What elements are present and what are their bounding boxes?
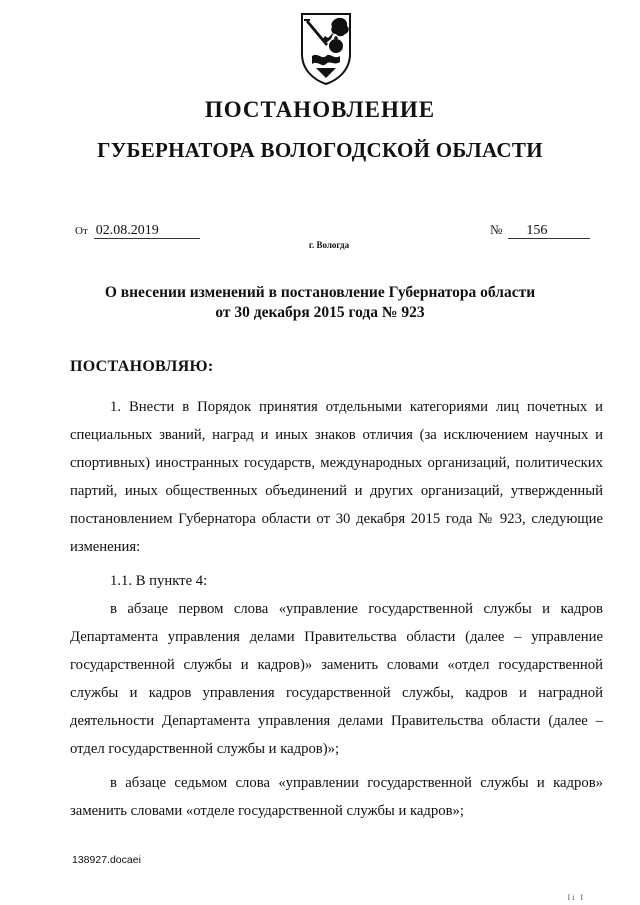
paragraph-first-abzac: в абзаце первом слова «управление государственной службы и кадров Департамента управления делами Правительства области (далее – управление государственной службы и кадров)» заменить словами «отдел государственной службы и кадров управления государственной службы, кадров и наградной деятельности Департамента управления делами Правительства области (далее – отдел государственной службы и кадров)»; bbox=[70, 601, 603, 757]
number-field bbox=[490, 222, 590, 239]
decree-heading: ПОСТАНОВЛЯЮ: bbox=[70, 358, 214, 375]
number-value: 156 bbox=[508, 223, 590, 239]
document-title: ПОСТАНОВЛЕНИЕ bbox=[204, 97, 436, 122]
number-prefix: № bbox=[490, 222, 503, 237]
city-label: г. Вологда bbox=[308, 240, 350, 250]
document-body bbox=[70, 393, 603, 831]
subject-line-2: от 30 декабря 2015 года № 923 bbox=[215, 304, 425, 321]
paragraph-1-1: 1.1. В пункте 4: bbox=[110, 573, 208, 589]
subject-line-1: О внесении изменений в постановление Губернатора области bbox=[104, 284, 536, 301]
file-id: 138927.docaei bbox=[72, 854, 141, 866]
corner-mark: Ii I bbox=[567, 893, 585, 902]
date-field bbox=[75, 222, 200, 239]
paragraph-1: 1. Внести в Порядок принятия отдельными категориями лиц почетных и специальных званий, наград и иных знаков отличия (за исключением научных и спортивных) иностранных государств, международных организаций, политических партий, иных общественных объединений и других организаций, утвержденный постановлением Губернатора области от 30 декабря 2015 года № 923, следующие изменения: bbox=[70, 399, 603, 555]
paragraph-seventh-abzac: в абзаце седьмом слова «управлении государственной службы и кадров» заменить словами «отделе государственной службы и кадров»; bbox=[70, 775, 603, 819]
date-prefix: От bbox=[75, 225, 88, 237]
document-subject bbox=[0, 283, 640, 323]
date-value: 02.08.2019 bbox=[94, 223, 200, 239]
document-issuer: ГУБЕРНАТОРА ВОЛОГОДСКОЙ ОБЛАСТИ bbox=[97, 138, 543, 162]
coat-of-arms-icon bbox=[298, 10, 354, 86]
